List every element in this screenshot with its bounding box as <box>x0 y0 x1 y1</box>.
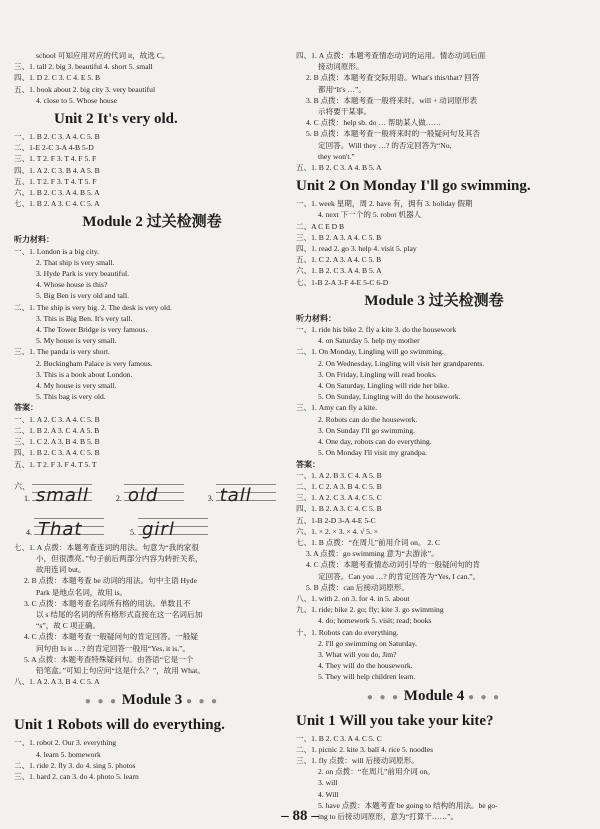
left-column <box>14 50 290 782</box>
text-line: 一、1. A 2. C 3. A 4. C 5. B <box>14 414 100 424</box>
module4-unit1-heading: Unit 1 Will you take your kite? <box>296 712 494 729</box>
text-line: 七、1-B 2-A 3-F 4-E 5-C 6-D <box>296 277 389 287</box>
decorative-dots: ● ● ● <box>185 696 220 708</box>
module2-test-heading: Module 2 过关检测卷 <box>82 214 222 231</box>
text-line: 十、1. Robots can do everything. <box>296 627 399 637</box>
text-line: 三、1. T 2. F 3. T 4. F 5. F <box>14 154 97 164</box>
decorative-dots: ● ● ● <box>467 691 502 703</box>
right-answers-list <box>296 470 572 683</box>
text-line: 2. That ship is very small. <box>36 257 115 267</box>
text-line: 八、1. A 2. A 3. B 4. C 5. A <box>14 677 100 687</box>
text-line: they won't.” <box>318 151 355 161</box>
text-line: 5. Big Ben is very old and tall. <box>36 291 130 301</box>
text-line: 四、1. B 2. A 3. C 4. C 5. B <box>296 504 382 514</box>
left-top-lines <box>14 50 290 106</box>
unit2-answers <box>14 131 290 209</box>
handwriting-box <box>216 480 276 504</box>
handwriting-box <box>32 480 92 504</box>
handwriting-box <box>138 514 208 538</box>
text-line: 4. C 点拨：本题考查一般疑问句的肯定回答。一般疑 <box>24 632 199 642</box>
handwritten-word: small <box>36 484 89 506</box>
text-line: 3. A 点拨：go swimming 意为“去游泳”。 <box>306 549 439 559</box>
text-line: 一、1. robot 2. Our 3. everything <box>14 738 117 748</box>
listening-label: 听力材料： <box>296 313 336 323</box>
text-line: 5. B 点拨：本题考查一般将来时的一般疑问句及其否 <box>306 129 481 139</box>
text-line: 5. A 点拨：本题考查特殊疑问句。由答语“它是一个 <box>24 654 194 664</box>
module4-heading <box>296 686 572 708</box>
handwriting-number: 3. <box>207 493 214 503</box>
text-line: 二、1. B 2. A 3. C 4. A 5. B <box>14 425 100 435</box>
handwriting-box <box>34 514 104 538</box>
text-line: 5. B 点拨：can 后接动词原形。 <box>306 582 409 592</box>
right-listening-material <box>296 324 572 458</box>
text-line: 三、1. fly 点拨：will 后接动词原形。 <box>296 755 419 765</box>
decorative-dots: ● ● ● <box>84 696 119 708</box>
text-line: 3. What will you do, Jim? <box>318 649 397 659</box>
text-line: 4. do; homework 5. visit; read; books <box>318 616 432 626</box>
text-line: 故用连词 but。 <box>36 565 86 575</box>
module4-title: Module 4 <box>403 687 465 704</box>
text-line: 一、1. London is a big city. <box>14 246 99 256</box>
text-line: 小，但很漂亮。”句子前后两部分内容为转折关系， <box>36 553 203 563</box>
text-line: 2. B 点拨：本题考查 be 动词的用法。句中主语 Hyde <box>24 576 197 586</box>
text-line: 示将要干某事。 <box>318 107 372 117</box>
text-line: 六、1. B 2. C 3. A 4. B 5. A <box>14 188 100 198</box>
right-unit2-answers <box>296 198 572 288</box>
text-line: 五、1. B 2. C 3. A 4. B 5. A <box>296 163 382 173</box>
right-unit2-heading: Unit 2 On Monday I'll go swimming. <box>296 178 531 195</box>
text-line: 5. My house is very small. <box>36 336 117 346</box>
module3-test-heading: Module 3 过关检测卷 <box>364 292 504 309</box>
section-seven-answers <box>14 542 290 688</box>
text-line: 2. B 点拨：本题考查交际用语。What's this/that? 回答 <box>306 73 480 83</box>
text-line: 3. will <box>318 778 338 788</box>
unit2-heading: Unit 2 It's very old. <box>54 111 178 128</box>
text-line: 七、1. B 2. A 3. C 4. C 5. A <box>14 199 100 209</box>
text-line: 二、1. ride 2. fly 3. do 4. sing 5. photos <box>14 760 136 770</box>
text-line: 4. The Tower Bridge is very famous. <box>36 325 148 335</box>
right-top-answers <box>296 50 572 173</box>
text-line: 4. close to 5. Whose house <box>36 95 118 105</box>
text-line: 4. They will do the housework. <box>318 661 413 671</box>
text-line: 六、1. × 2. × 3. × 4. √ 5. × <box>296 526 379 536</box>
module3-heading <box>14 690 290 712</box>
text-line: 七、1. A 点拨：本题考查连词的用法。句意为“我的家很 <box>14 542 199 552</box>
text-line: 五、1-B 2-D 3-A 4-E 5-C <box>296 515 376 525</box>
text-line: 三、1. tall 2. big 3. beautiful 4. short 5. small <box>14 62 153 72</box>
text-line: 一、1. B 2. C 3. A 4. C 5. B <box>14 132 100 142</box>
text-line: 四、1. read 2. go 3. help 4. visit 5. play <box>296 244 417 254</box>
text-line: 2. on 点拨：“在周儿”前用介词 on。 <box>318 767 435 777</box>
page-number: – 88 – <box>281 808 319 824</box>
text-line: 4. One day, robots can do everything. <box>318 437 432 447</box>
text-line: school 可知应用对应的代词 it，故选 C。 <box>36 51 170 60</box>
text-line: 3. C 点拨：本题考查名词所有格的用法。单数且不 <box>24 598 191 608</box>
text-line: 3. This is a book about London. <box>36 369 133 379</box>
text-line: 八、1. with 2. on 3. for 4. in 5. about <box>296 593 410 603</box>
text-line: 五、1. T 2. F 3. F 4. T 5. T <box>14 459 97 469</box>
text-line: 五、1. book about 2. big city 3. very beautiful <box>14 84 156 94</box>
unit1-answers <box>14 737 290 782</box>
text-line: 4. On Saturday, Lingling will ride her bike. <box>318 381 450 391</box>
handwriting-box <box>124 480 184 504</box>
text-line: 4. Will <box>318 789 339 799</box>
listening-label: 听力材料： <box>14 235 54 245</box>
text-line: Park 是地点名词，故用 is。 <box>36 587 128 597</box>
text-line: 二、1. picnic 2. kite 3. ball 4. rice 5. noodles <box>296 744 434 754</box>
text-line: 2. Buckingham Palace is very famous. <box>36 358 153 368</box>
text-line: 五、1. C 2. A 3. A 4. C 5. B <box>296 255 382 265</box>
text-line: 5. On Monday I'll visit my grandpa. <box>318 448 427 458</box>
text-line: 2. Robots can do the housework. <box>318 414 418 424</box>
text-line: 4. next 下一个的 5. robot 机器人 <box>318 210 422 220</box>
handwritten-word: tall <box>219 484 252 506</box>
text-line: 4. Whose house is this? <box>36 280 108 290</box>
text-line: 5. have 点拨：本题考查 be going to 结构的用法。be go- <box>318 800 498 810</box>
text-line: 五、1. T 2. F 3. T 4. T 5. F <box>14 176 97 186</box>
text-line: 3. Hyde Park is very beautiful. <box>36 269 130 279</box>
decorative-dots: ● ● ● <box>366 691 401 703</box>
handwriting-number: 2. <box>115 493 122 503</box>
text-line: ing to 后接动词原形，意为“打算干……”。 <box>318 811 459 821</box>
text-line: 一、1. B 2. C 3. A 4. C 5. C <box>296 733 382 743</box>
text-line: 三、1. B 2. A 3. A 4. C 5. B <box>296 232 382 242</box>
text-line: 5. They will help children learn. <box>318 672 416 682</box>
answers-list <box>14 414 290 470</box>
handwritten-word: girl <box>142 518 175 540</box>
handwriting-row-1 <box>14 476 290 504</box>
handwriting-number: 5. <box>130 527 136 537</box>
text-line: 5. On Sunday, Lingling will do the housework. <box>318 392 461 402</box>
text-line: 4. C 点拨：本题考查情态动词引导的一般疑问句的肯 <box>306 560 481 570</box>
text-line: 接动词原形。 <box>318 62 364 72</box>
text-line: 一、1. week 星期，周 2. have 有，拥有 3. holiday 假期 <box>296 199 473 209</box>
text-line: 一、1. ride his bike 2. fly a kite 3. do the housework <box>296 325 457 335</box>
text-line: 4. on Saturday 5. help my mother <box>318 336 420 346</box>
text-line: 三、1. A 2. C 3. A 4. C 5. C <box>296 493 382 503</box>
handwriting-number: 4. <box>26 527 32 537</box>
text-line: 5. This bag is very old. <box>36 392 106 402</box>
handwriting-label: 六、1. <box>14 482 30 503</box>
text-line: 4. C 点拨：help sb. do … 帮助某人做…… <box>306 118 441 128</box>
text-line: 2. On Wednesday, Lingling will visit her grandparents. <box>318 358 485 368</box>
text-line: 二、1. On Monday, Lingling will go swimming. <box>296 347 444 357</box>
module3-title: Module 3 <box>121 692 183 709</box>
text-line: 四、1. A 点拨：本题考查情态动词的运用。情态动词后面 <box>296 51 486 60</box>
text-line: 四、1. A 2. C 3. B 4. A 5. B <box>14 165 100 175</box>
text-line: 问句由 Is it …? 的肯定回答一般用“Yes, it is.”。 <box>36 643 191 653</box>
text-line: 六、1. B 2. C 3. A 4. B 5. A <box>296 266 382 276</box>
text-line: 二、1-E 2-C 3-A 4-B 5-D <box>14 143 94 153</box>
listening-material <box>14 246 290 403</box>
text-line: 铅笔盒。”可知上句应问“这是什么？”，故用 What。 <box>36 665 205 675</box>
handwritten-word: That <box>38 518 83 540</box>
text-line: 3. On Friday, Lingling will read books. <box>318 369 437 379</box>
answers-label: 答案： <box>14 403 38 413</box>
text-line: 以 s 结尾的名词的所有格形式直接在这一名词后加 <box>36 609 203 619</box>
text-line: 三、1. Amy can fly a kite. <box>296 403 378 413</box>
unit1-heading: Unit 1 Robots will do everything. <box>14 717 225 734</box>
text-line: 一、1. A 2. B 3. C 4. A 5. B <box>296 470 382 480</box>
handwriting-row-2 <box>14 510 290 538</box>
text-line: 二、1. The ship is very big. 2. The desk is very old. <box>14 302 172 312</box>
text-line: 4. learn 5. homework <box>36 749 101 759</box>
text-line: 3. On Sunday I'll go swimming. <box>318 425 415 435</box>
text-line: 二、A C E D B <box>296 221 345 231</box>
text-line: 二、1. C 2. A 3. B 4. C 5. B <box>296 481 382 491</box>
text-line: 都用“It's …”。 <box>318 84 366 94</box>
text-line: 三、1. The panda is very short. <box>14 347 110 357</box>
text-line: 定回答。Can you …? 的肯定回答为“Yes, I can.”。 <box>318 571 481 581</box>
text-line: 3. B 点拨：本题考查一般将来时。will + 动词原形表 <box>306 95 478 105</box>
right-column <box>296 50 572 822</box>
text-line: “s”，故 C 项正确。 <box>36 621 101 631</box>
handwritten-word: old <box>127 484 159 506</box>
text-line: 四、1. D 2. C 3. C 4. E 5. B <box>14 73 101 83</box>
text-line: 七、1. B 点拨：“在周儿”前用介词 on。 2. C <box>296 537 441 547</box>
text-line: 3. This is Big Ben. It's very tall. <box>36 313 133 323</box>
text-line: 4. My house is very small. <box>36 381 117 391</box>
text-line: 三、1. C 2. A 3. B 4. B 5. B <box>14 437 100 447</box>
text-line: 三、1. hard 2. can 3. do 4. photo 5. learn <box>14 771 139 781</box>
text-line: 四、1. B 2. C 3. A 4. C 5. B <box>14 448 100 458</box>
answers-label: 答案： <box>296 459 320 469</box>
text-line: 定回答。Will they …? 的否定回答为“No, <box>318 140 452 150</box>
text-line: 2. I'll go swimming on Saturday. <box>318 638 417 648</box>
text-line: 九、1. ride; bike 2. go; fly; kite 3. go swimming <box>296 605 444 615</box>
